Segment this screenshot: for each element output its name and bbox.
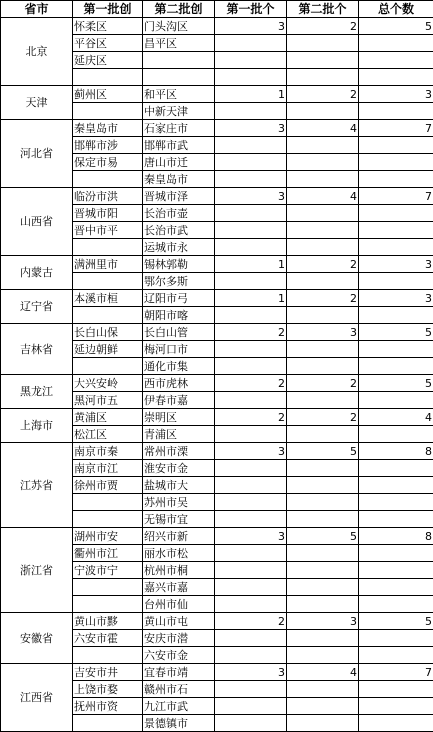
batch2-count-cell[interactable] — [287, 154, 359, 171]
batch1-name-cell[interactable]: 晋中市平 — [73, 222, 143, 239]
table-row — [1, 290, 433, 307]
batch1-count-cell[interactable]: 3 — [215, 664, 287, 681]
batch1-name-cell[interactable]: 六安市霍 — [73, 630, 143, 647]
batch2-name-cell[interactable]: 嘉兴市嘉 — [143, 579, 215, 596]
batch2-count-cell[interactable] — [287, 579, 359, 596]
batch1-name-cell[interactable] — [73, 494, 143, 511]
province-cell[interactable]: 辽宁省 — [1, 290, 73, 324]
header-row — [1, 1, 433, 18]
batch2-count-cell[interactable] — [287, 511, 359, 528]
batch1-count-cell[interactable]: 2 — [215, 375, 287, 392]
total-cell[interactable]: 5 — [359, 324, 433, 341]
header-cell-batch1-name[interactable]: 第一批创 — [73, 1, 143, 18]
batch2-count-cell[interactable]: 3 — [287, 324, 359, 341]
total-cell[interactable] — [359, 545, 433, 562]
table-row — [1, 528, 433, 545]
batch1-count-cell[interactable] — [215, 630, 287, 647]
batch1-name-cell[interactable]: 临汾市洪 — [73, 188, 143, 205]
batch2-name-cell[interactable]: 辽阳市弓 — [143, 290, 215, 307]
batch1-count-cell[interactable]: 3 — [215, 188, 287, 205]
batch2-name-cell[interactable]: 盐城市大 — [143, 477, 215, 494]
total-cell[interactable] — [359, 35, 433, 52]
table-row — [1, 375, 433, 392]
batch2-count-cell[interactable]: 2 — [287, 18, 359, 35]
total-cell[interactable] — [359, 392, 433, 409]
batch2-name-cell[interactable]: 青浦区 — [143, 426, 215, 443]
batch1-count-cell[interactable] — [215, 579, 287, 596]
total-cell[interactable] — [359, 426, 433, 443]
batch1-count-cell[interactable] — [215, 426, 287, 443]
batch1-name-cell[interactable]: 怀柔区 — [73, 18, 143, 35]
table-row — [1, 188, 433, 205]
batch2-count-cell[interactable]: 5 — [287, 528, 359, 545]
table-row — [1, 613, 433, 630]
total-cell[interactable] — [359, 358, 433, 375]
batch1-name-cell[interactable] — [73, 647, 143, 664]
batch2-name-cell[interactable]: 台州市仙 — [143, 596, 215, 613]
batch1-count-cell[interactable] — [215, 222, 287, 239]
batch2-count-cell[interactable] — [287, 596, 359, 613]
batch2-name-cell[interactable]: 通化市集 — [143, 358, 215, 375]
batch2-count-cell[interactable]: 4 — [287, 664, 359, 681]
batch2-name-cell[interactable]: 九江市武 — [143, 698, 215, 715]
batch2-count-cell[interactable] — [287, 698, 359, 715]
batch2-name-cell[interactable]: 昌平区 — [143, 35, 215, 52]
province-cell[interactable]: 江西省 — [1, 664, 73, 732]
province-cell[interactable]: 山西省 — [1, 188, 73, 256]
batch1-name-cell[interactable]: 晋城市阳 — [73, 205, 143, 222]
total-cell[interactable] — [359, 171, 433, 188]
table-row — [1, 443, 433, 460]
batch2-count-cell[interactable] — [287, 460, 359, 477]
batch2-count-cell[interactable] — [287, 239, 359, 256]
batch2-name-cell[interactable]: 无锡市宜 — [143, 511, 215, 528]
batch1-count-cell[interactable] — [215, 545, 287, 562]
batch1-count-cell[interactable] — [215, 698, 287, 715]
batch2-count-cell[interactable] — [287, 52, 359, 69]
province-cell[interactable]: 江苏省 — [1, 443, 73, 528]
batch2-count-cell[interactable] — [287, 545, 359, 562]
batch2-name-cell[interactable]: 杭州市桐 — [143, 562, 215, 579]
total-cell[interactable]: 3 — [359, 86, 433, 103]
batch1-count-cell[interactable] — [215, 494, 287, 511]
batch2-count-cell[interactable] — [287, 426, 359, 443]
total-cell[interactable]: 5 — [359, 18, 433, 35]
total-cell[interactable] — [359, 205, 433, 222]
batch1-name-cell[interactable]: 松江区 — [73, 426, 143, 443]
batch2-count-cell[interactable] — [287, 69, 359, 86]
batch2-name-cell[interactable]: 常州市溧 — [143, 443, 215, 460]
batch1-count-cell[interactable]: 2 — [215, 409, 287, 426]
batch1-count-cell[interactable] — [215, 273, 287, 290]
batch2-count-cell[interactable]: 2 — [287, 256, 359, 273]
batch1-name-cell[interactable] — [73, 69, 143, 86]
batch1-count-cell[interactable] — [215, 239, 287, 256]
batch2-count-cell[interactable] — [287, 137, 359, 154]
batch2-name-cell[interactable]: 安庆市潜 — [143, 630, 215, 647]
batch2-count-cell[interactable] — [287, 358, 359, 375]
table-row — [1, 18, 433, 35]
batch2-name-cell[interactable]: 梅河口市 — [143, 341, 215, 358]
total-cell[interactable]: 5 — [359, 375, 433, 392]
batch2-name-cell[interactable]: 秦皇岛市 — [143, 171, 215, 188]
batch2-name-cell[interactable]: 长白山管 — [143, 324, 215, 341]
batch1-name-cell[interactable]: 延边朝鲜 — [73, 341, 143, 358]
batch2-name-cell[interactable]: 黄山市屯 — [143, 613, 215, 630]
batch2-name-cell[interactable]: 朝阳市喀 — [143, 307, 215, 324]
batch1-name-cell[interactable] — [73, 596, 143, 613]
total-cell[interactable]: 7 — [359, 664, 433, 681]
batch2-name-cell[interactable]: 石家庄市 — [143, 120, 215, 137]
batch1-name-cell[interactable]: 本溪市桓 — [73, 290, 143, 307]
batch2-name-cell[interactable]: 六安市金 — [143, 647, 215, 664]
total-cell[interactable]: 8 — [359, 443, 433, 460]
batch1-count-cell[interactable]: 2 — [215, 613, 287, 630]
batch2-name-cell[interactable]: 邯郸市武 — [143, 137, 215, 154]
batch2-name-cell[interactable]: 晋城市泽 — [143, 188, 215, 205]
header-cell-batch1-count[interactable]: 第一批个 — [215, 1, 287, 18]
batch1-name-cell[interactable]: 徐州市贾 — [73, 477, 143, 494]
batch1-name-cell[interactable]: 南京市江 — [73, 460, 143, 477]
batch1-count-cell[interactable] — [215, 154, 287, 171]
batch1-name-cell[interactable]: 吉安市井 — [73, 664, 143, 681]
batch1-count-cell[interactable] — [215, 392, 287, 409]
batch1-count-cell[interactable]: 2 — [215, 324, 287, 341]
total-cell[interactable] — [359, 681, 433, 698]
total-cell[interactable] — [359, 494, 433, 511]
total-cell[interactable] — [359, 103, 433, 120]
batch2-count-cell[interactable] — [287, 171, 359, 188]
total-cell[interactable] — [359, 698, 433, 715]
batch2-count-cell[interactable] — [287, 273, 359, 290]
batch2-name-cell[interactable]: 赣州市石 — [143, 681, 215, 698]
batch1-name-cell[interactable] — [73, 358, 143, 375]
batch2-count-cell[interactable] — [287, 681, 359, 698]
total-cell[interactable] — [359, 239, 433, 256]
batch2-count-cell[interactable] — [287, 222, 359, 239]
batch1-name-cell[interactable]: 邯郸市涉 — [73, 137, 143, 154]
table-row — [1, 664, 433, 681]
total-cell[interactable]: 7 — [359, 188, 433, 205]
total-cell[interactable] — [359, 596, 433, 613]
batch2-name-cell[interactable]: 唐山市迁 — [143, 154, 215, 171]
batch2-count-cell[interactable]: 5 — [287, 443, 359, 460]
batch2-name-cell[interactable]: 锡林郭勒 — [143, 256, 215, 273]
batch2-count-cell[interactable] — [287, 392, 359, 409]
total-cell[interactable] — [359, 647, 433, 664]
province-cell[interactable]: 吉林省 — [1, 324, 73, 375]
batch1-count-cell[interactable] — [215, 341, 287, 358]
batch1-name-cell[interactable]: 宁波市宁 — [73, 562, 143, 579]
total-cell[interactable] — [359, 307, 433, 324]
province-cell[interactable]: 上海市 — [1, 409, 73, 443]
batch1-name-cell[interactable]: 满洲里市 — [73, 256, 143, 273]
total-cell[interactable] — [359, 69, 433, 86]
batch1-name-cell[interactable]: 平谷区 — [73, 35, 143, 52]
batch2-name-cell[interactable]: 景德镇市 — [143, 715, 215, 732]
province-cell[interactable]: 内蒙古 — [1, 256, 73, 290]
batch2-name-cell[interactable]: 长治市武 — [143, 222, 215, 239]
table-row — [1, 256, 433, 273]
batch1-name-cell[interactable]: 黑河市五 — [73, 392, 143, 409]
batch2-count-cell[interactable]: 4 — [287, 120, 359, 137]
table-row — [1, 86, 433, 103]
batch2-name-cell[interactable] — [143, 69, 215, 86]
batch2-name-cell[interactable]: 伊春市嘉 — [143, 392, 215, 409]
batch2-name-cell[interactable]: 绍兴市新 — [143, 528, 215, 545]
batch1-name-cell[interactable]: 保定市易 — [73, 154, 143, 171]
batch1-count-cell[interactable] — [215, 358, 287, 375]
batch1-name-cell[interactable] — [73, 273, 143, 290]
batch1-name-cell[interactable]: 衢州市江 — [73, 545, 143, 562]
batch1-name-cell[interactable]: 延庆区 — [73, 52, 143, 69]
batch2-name-cell[interactable]: 苏州市吴 — [143, 494, 215, 511]
batch1-count-cell[interactable] — [215, 103, 287, 120]
header-cell-batch2-name[interactable]: 第二批创 — [143, 1, 215, 18]
batch2-count-cell[interactable] — [287, 630, 359, 647]
batch2-name-cell[interactable]: 门头沟区 — [143, 18, 215, 35]
batch1-name-cell[interactable] — [73, 307, 143, 324]
batch2-count-cell[interactable] — [287, 307, 359, 324]
batch2-count-cell[interactable] — [287, 562, 359, 579]
batch1-name-cell[interactable] — [73, 171, 143, 188]
batch2-count-cell[interactable] — [287, 477, 359, 494]
total-cell[interactable]: 3 — [359, 290, 433, 307]
batch1-count-cell[interactable] — [215, 596, 287, 613]
batch2-count-cell[interactable] — [287, 205, 359, 222]
batch2-count-cell[interactable] — [287, 103, 359, 120]
batch2-name-cell[interactable]: 宜春市靖 — [143, 664, 215, 681]
batch1-count-cell[interactable] — [215, 681, 287, 698]
batch2-count-cell[interactable]: 2 — [287, 86, 359, 103]
batch1-count-cell[interactable]: 1 — [215, 256, 287, 273]
batch2-count-cell[interactable] — [287, 494, 359, 511]
batch1-count-cell[interactable] — [215, 171, 287, 188]
total-cell[interactable]: 3 — [359, 256, 433, 273]
total-cell[interactable] — [359, 562, 433, 579]
batch1-count-cell[interactable]: 1 — [215, 86, 287, 103]
batch2-name-cell[interactable]: 和平区 — [143, 86, 215, 103]
batch2-count-cell[interactable] — [287, 647, 359, 664]
batch1-name-cell[interactable]: 黄浦区 — [73, 409, 143, 426]
total-cell[interactable]: 8 — [359, 528, 433, 545]
table-body — [1, 18, 433, 732]
total-cell[interactable] — [359, 715, 433, 732]
batch1-name-cell[interactable]: 大兴安岭 — [73, 375, 143, 392]
batch2-count-cell[interactable]: 4 — [287, 188, 359, 205]
batch1-count-cell[interactable]: 3 — [215, 443, 287, 460]
batch2-name-cell[interactable]: 长治市壶 — [143, 205, 215, 222]
header-cell-batch2-count[interactable]: 第二批个 — [287, 1, 359, 18]
province-cell[interactable]: 河北省 — [1, 120, 73, 188]
province-cell[interactable]: 浙江省 — [1, 528, 73, 613]
total-cell[interactable] — [359, 273, 433, 290]
table-row — [1, 324, 433, 341]
batch2-name-cell[interactable]: 崇明区 — [143, 409, 215, 426]
batch1-count-cell[interactable] — [215, 35, 287, 52]
batch1-count-cell[interactable] — [215, 307, 287, 324]
batch2-count-cell[interactable]: 3 — [287, 613, 359, 630]
batch1-name-cell[interactable] — [73, 715, 143, 732]
batch1-name-cell[interactable]: 黄山市黟 — [73, 613, 143, 630]
batch2-count-cell[interactable]: 2 — [287, 409, 359, 426]
batch1-name-cell[interactable]: 长白山保 — [73, 324, 143, 341]
batch1-name-cell[interactable]: 抚州市资 — [73, 698, 143, 715]
batch1-count-cell[interactable]: 3 — [215, 18, 287, 35]
total-cell[interactable] — [359, 630, 433, 647]
total-cell[interactable] — [359, 154, 433, 171]
header-cell-total[interactable]: 总个数 — [359, 1, 433, 18]
total-cell[interactable]: 7 — [359, 120, 433, 137]
batch2-count-cell[interactable]: 2 — [287, 290, 359, 307]
batch1-count-cell[interactable] — [215, 715, 287, 732]
total-cell[interactable] — [359, 52, 433, 69]
batch2-count-cell[interactable] — [287, 35, 359, 52]
batch1-count-cell[interactable]: 1 — [215, 290, 287, 307]
batch1-name-cell[interactable] — [73, 579, 143, 596]
batch2-name-cell[interactable]: 中新天津 — [143, 103, 215, 120]
batch1-name-cell[interactable]: 蓟州区 — [73, 86, 143, 103]
batch2-name-cell[interactable]: 淮安市金 — [143, 460, 215, 477]
batch2-count-cell[interactable] — [287, 341, 359, 358]
batch2-name-cell[interactable]: 西市虎林 — [143, 375, 215, 392]
province-cell[interactable]: 安徽省 — [1, 613, 73, 664]
batch1-name-cell[interactable]: 湖州市安 — [73, 528, 143, 545]
batch1-name-cell[interactable] — [73, 103, 143, 120]
batch1-count-cell[interactable] — [215, 205, 287, 222]
batch1-count-cell[interactable] — [215, 511, 287, 528]
batch2-name-cell[interactable]: 运城市永 — [143, 239, 215, 256]
batch1-name-cell[interactable]: 秦皇岛市 — [73, 120, 143, 137]
total-cell[interactable] — [359, 222, 433, 239]
batch1-count-cell[interactable]: 3 — [215, 120, 287, 137]
batch1-count-cell[interactable] — [215, 477, 287, 494]
total-cell[interactable] — [359, 477, 433, 494]
batch2-count-cell[interactable]: 2 — [287, 375, 359, 392]
province-cell[interactable]: 天津 — [1, 86, 73, 120]
batch1-count-cell[interactable] — [215, 562, 287, 579]
batch1-count-cell[interactable] — [215, 69, 287, 86]
batch1-name-cell[interactable] — [73, 239, 143, 256]
total-cell[interactable]: 4 — [359, 409, 433, 426]
batch2-name-cell[interactable] — [143, 52, 215, 69]
batch1-count-cell[interactable] — [215, 647, 287, 664]
table-row — [1, 409, 433, 426]
batch1-name-cell[interactable] — [73, 511, 143, 528]
province-cell[interactable]: 北京 — [1, 18, 73, 86]
batch1-name-cell[interactable]: 上饶市婺 — [73, 681, 143, 698]
batch1-count-cell[interactable] — [215, 460, 287, 477]
batch2-count-cell[interactable] — [287, 715, 359, 732]
batch2-name-cell[interactable]: 丽水市松 — [143, 545, 215, 562]
total-cell[interactable] — [359, 579, 433, 596]
batch1-count-cell[interactable] — [215, 52, 287, 69]
province-cell[interactable]: 黑龙江 — [1, 375, 73, 409]
batch1-count-cell[interactable]: 3 — [215, 528, 287, 545]
total-cell[interactable] — [359, 460, 433, 477]
total-cell[interactable]: 5 — [359, 613, 433, 630]
total-cell[interactable] — [359, 137, 433, 154]
total-cell[interactable] — [359, 341, 433, 358]
batch1-count-cell[interactable] — [215, 137, 287, 154]
table-row — [1, 120, 433, 137]
batch2-name-cell[interactable]: 鄂尔多斯 — [143, 273, 215, 290]
batch1-name-cell[interactable]: 南京市秦 — [73, 443, 143, 460]
total-cell[interactable] — [359, 511, 433, 528]
header-cell-province[interactable]: 省市 — [1, 1, 73, 18]
